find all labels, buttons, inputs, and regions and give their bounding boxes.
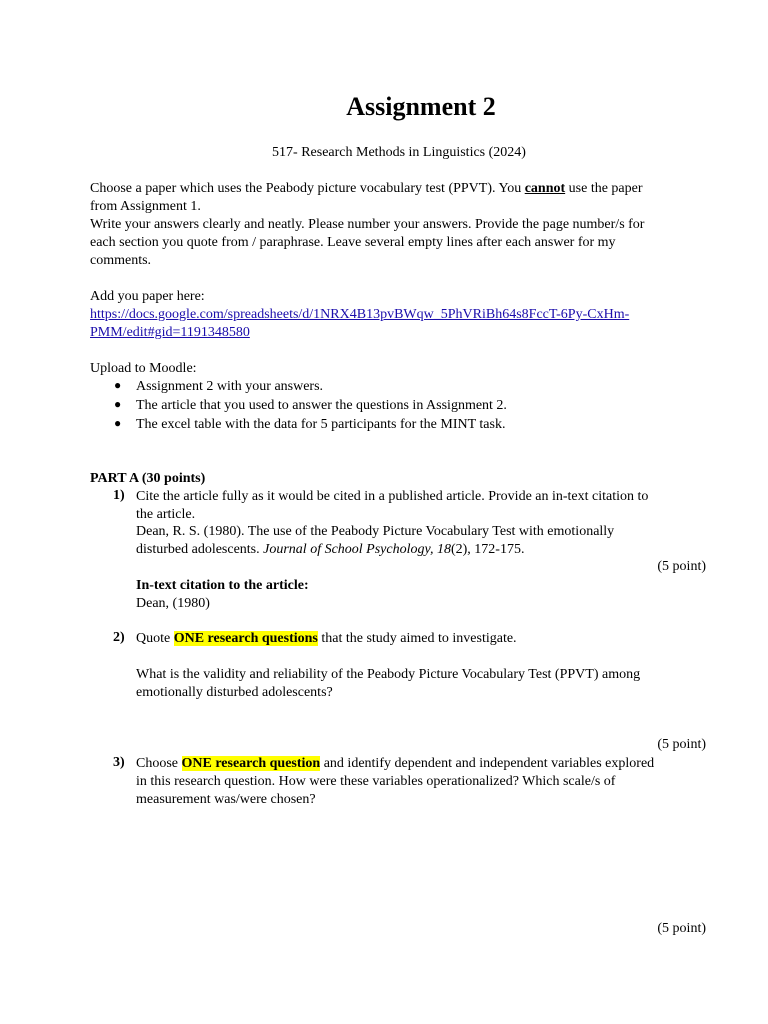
q3-points: (5 point) — [657, 921, 706, 936]
intro-line-1 — [90, 180, 643, 198]
question-text: that the study aimed to investigate. — [317, 631, 517, 646]
intro-line-5: comments. — [90, 253, 152, 268]
intext-citation-label: In-text citation to the article: — [136, 578, 309, 593]
intro-text: Choose a paper which uses the Peabody picture vocabulary test (PPVT). You — [90, 181, 525, 196]
citation-text: (2), 172-175. — [450, 542, 525, 557]
spreadsheet-link-line-1[interactable]: https://docs.google.com/spreadsheets/d/1NRX4B13pvBWqw_5PhVRiBh64s8FccT-6Py-CxHm- — [90, 307, 630, 322]
page-title: Assignment 2 — [346, 92, 496, 121]
question-number: 1) — [113, 488, 125, 503]
q1-citation-line-1: Dean, R. S. (1980). The use of the Peabody Picture Vocabulary Test with emotionally — [136, 524, 615, 539]
question-text: Quote — [136, 631, 174, 646]
question-text: and identify dependent and independent variables explored — [320, 756, 655, 771]
intro-text: use the paper — [565, 181, 643, 196]
question-number: 2) — [113, 630, 125, 645]
q3-line-3: measurement was/were chosen? — [136, 792, 316, 807]
upload-label: Upload to Moodle: — [90, 361, 197, 376]
upload-item: Assignment 2 with your answers. — [136, 379, 324, 394]
highlighted-text: ONE research questions — [173, 631, 318, 646]
q2-points: (5 point) — [657, 737, 706, 752]
intro-line-4: each section you quote from / paraphrase. Leave several empty lines after each answer for my — [90, 235, 616, 250]
part-a-heading: PART A (30 points) — [90, 471, 206, 486]
q1-line-1: Cite the article fully as it would be cited in a published article. Provide an in-text citation to — [136, 489, 649, 504]
add-paper-label: Add you paper here: — [90, 289, 205, 304]
q1-citation-line-2 — [136, 541, 524, 559]
q1-points: (5 point) — [657, 559, 706, 574]
course-subtitle: 517- Research Methods in Linguistics (2024) — [272, 145, 526, 160]
question-text: Choose — [136, 756, 182, 771]
q3-line-1 — [136, 755, 654, 773]
cannot-emphasis: cannot — [524, 181, 566, 196]
citation-text: disturbed adolescents. — [136, 542, 264, 557]
q2-line-1 — [136, 630, 517, 648]
intro-line-2: from Assignment 1. — [90, 199, 201, 214]
bullet-icon: ● — [114, 378, 122, 392]
bullet-icon: ● — [114, 397, 122, 411]
question-number: 3) — [113, 755, 125, 770]
journal-name: Journal of School Psychology, 18 — [263, 542, 451, 557]
intro-line-3: Write your answers clearly and neatly. Please number your answers. Provide the page number/s for — [90, 217, 645, 232]
q2-answer-line-2: emotionally disturbed adolescents? — [136, 685, 333, 700]
highlighted-text: ONE research question — [181, 756, 321, 771]
bullet-icon: ● — [114, 416, 122, 430]
q3-line-2: in this research question. How were these variables operationalized? Which scale/s of — [136, 774, 616, 789]
upload-item: The article that you used to answer the questions in Assignment 2. — [136, 398, 507, 413]
spreadsheet-link-line-2[interactable]: PMM/edit#gid=1191348580 — [90, 325, 250, 340]
q2-answer-line-1: What is the validity and reliability of the Peabody Picture Vocabulary Test (PPVT) among — [136, 667, 641, 682]
intext-citation-value: Dean, (1980) — [136, 596, 210, 611]
q1-line-2: the article. — [136, 507, 196, 522]
upload-item: The excel table with the data for 5 participants for the MINT task. — [136, 417, 506, 432]
